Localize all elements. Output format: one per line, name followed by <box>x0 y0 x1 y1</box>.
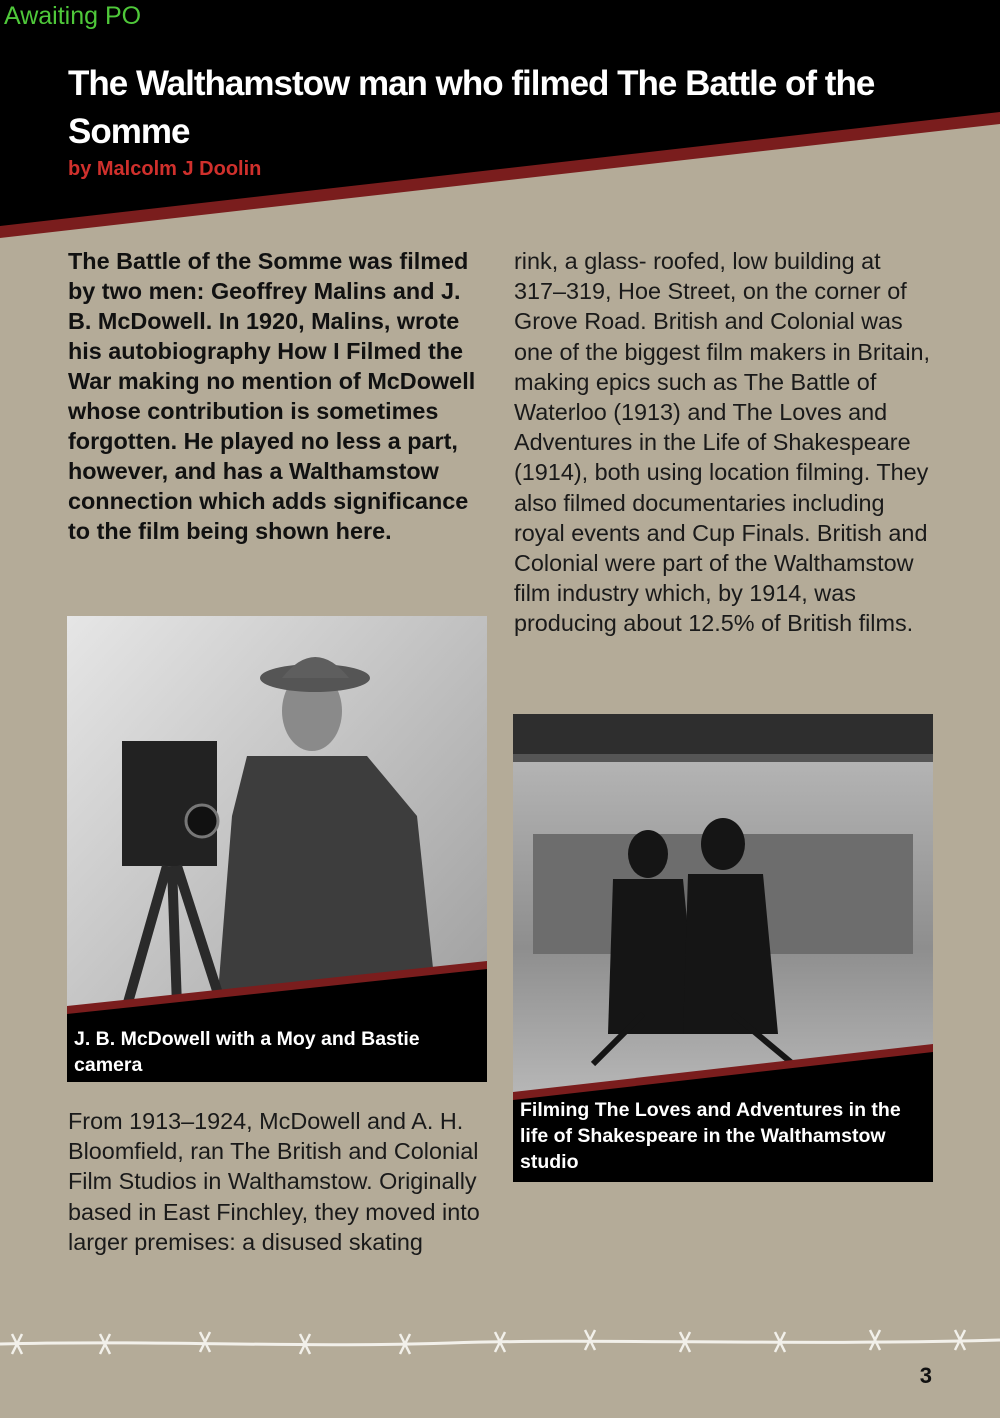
page-number: 3 <box>919 1363 932 1388</box>
photo-walthamstow-studio <box>513 714 933 1182</box>
article-paragraph-left: From 1913–1924, McDowell and A. H. Bloomfield, ran The British and Colonial Film Studios in Walthamstow. Originally based in East Finchley, they moved into larger premises: a disused skating <box>68 1108 480 1255</box>
article-title: The Walthamstow man who filmed The Battle of the Somme <box>68 64 875 151</box>
article-intro: The Battle of the Somme was filmed by two men: Geoffrey Malins and J. B. McDowell. In 1920, Malins, wrote his autobiography How I Filmed the War making no mention of McDowell whose contribution is sometimes forgotten. He played no less a part, however, and has a Walthamstow connection which adds significance to the film being shown here. <box>68 248 476 544</box>
photo1-caption: J. B. McDowell with a Moy and Bastie camera <box>74 1028 420 1076</box>
photo2-caption: Filming The Loves and Adventures in the life of Shakespeare in the Walthamstow studio <box>520 1099 901 1173</box>
barbed-wire-divider <box>0 1316 1000 1366</box>
photo-mcdowell-camera <box>67 616 487 1082</box>
article-paragraph-right: rink, a glass- roofed, low building at 317–319, Hoe Street, on the corner of Grove Road. British and Colonial was one of the biggest film makers in Britain, making epics such as The Battle of Waterloo (1913) and The Loves and Adventures in the Life of Shakespeare (1914), both using location filming. They also filmed documentaries including royal events and Cup Finals. British and Colonial were part of the Walthamstow film industry which, by 1914, was producing about 12.5% of British films. <box>514 248 931 637</box>
article-byline: by Malcolm J Doolin <box>68 158 262 180</box>
status-tag: Awaiting PO <box>4 2 142 30</box>
